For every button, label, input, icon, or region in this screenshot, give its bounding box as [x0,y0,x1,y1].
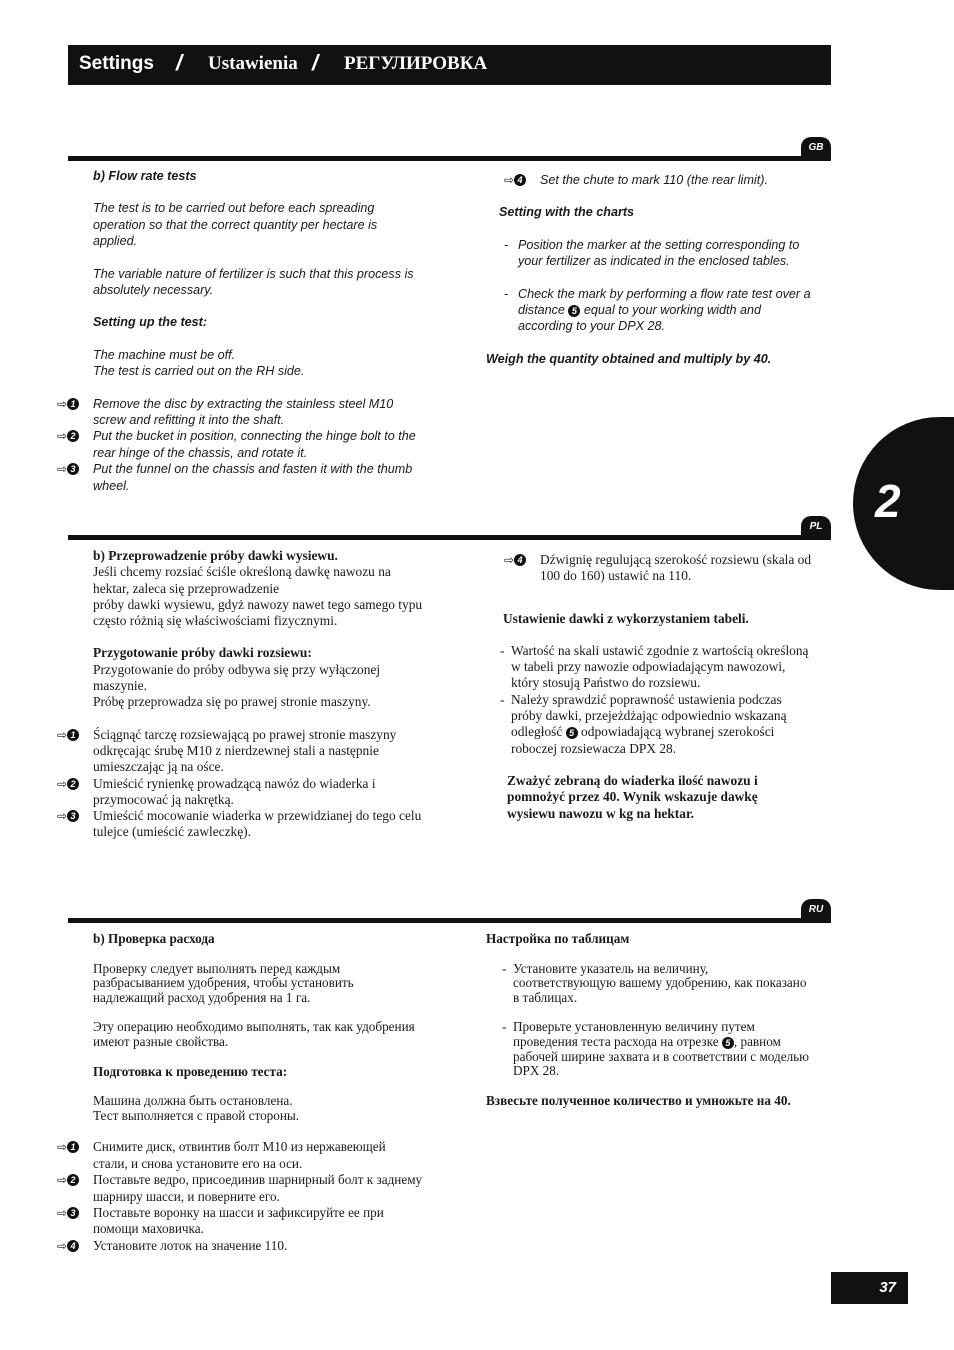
page-number: 37 [831,1272,908,1304]
step-marker [57,428,79,444]
step-number: 1 [67,1141,79,1153]
reference-number: 5 [722,1037,734,1049]
ru-paragraph: Проверку следует выполнять перед каждым разбрасыванием удобрения, чтобы установить надлежащий расход удобрения на 1 га. [93,960,354,1005]
ru-charts-heading: Настройка по таблицам [486,931,630,946]
pl-heading: b) Przeprowadzenie próby dawki wysiewu. [93,548,338,563]
pl-right-column [486,552,814,822]
step-text: Umieścić rynienkę prowadzącą nawóz do wiaderka i przymocować ją nakrętką. [93,775,376,807]
step-marker [504,552,526,568]
ru-heading: b) Проверка расхода [93,931,215,946]
step-text: Поставьте воронку на шасси и зафиксируйте ее при помощи маховичка. [93,1204,384,1237]
dash-text: , равном рабочей ширине захвата и в соответствии с моделью DPX 28. [513,1033,810,1079]
step-marker [57,776,79,792]
step-text: Put the bucket in position, connecting the hinge bolt to the rear hinge of the chassis, and rotate it. [93,429,416,460]
step-marker [57,1172,79,1188]
reference-number: 5 [566,727,578,739]
dash-text: Check the mark by performing a flow rate test over a distance [518,286,811,318]
step-text: Set the chute to mark 110 (the rear limit). [540,173,768,187]
step-marker [57,1139,79,1155]
page-header [68,45,831,85]
step-item [39,1139,423,1172]
step-item [39,1172,423,1205]
dash-item: - Należy sprawdzić poprawność ustawienia podczas próby dawki, przejeżdżając odpowiednio wskazaną odległość 5 odpowiadającą wybranej szerokości roboczej rozsiewacza DPX 28. [500,691,787,756]
chapter-number: 2 [875,475,901,527]
dash-text: Wartość na skali ustawić zgodnie z wartością określoną w tabeli przy nawozie odpowiadającym nawozowi, który stosują Państwo do rozsiewu. [511,642,809,691]
step-number: 4 [514,174,526,186]
pl-left-column [57,548,423,841]
step-number: 3 [67,1207,79,1219]
gb-paragraph: The test is to be carried out before each spreading operation so that the correct quantity per hectare is applied. [93,201,378,249]
step-number: 3 [67,810,79,822]
header-title-pl: Ustawienia [208,53,298,74]
ru-paragraph: Эту операцию необходимо выполнять, так как удобрения имеют разные свойства. [93,1019,415,1049]
pl-paragraph: Przygotowanie do próby odbywa się przy wyłączonej maszynie. [93,661,381,694]
arrow-icon: ⇨ [57,1173,68,1188]
ru-left-column [57,931,423,1254]
step-item [39,808,423,841]
step-item [39,461,423,494]
pl-charts-heading: Ustawienie dawki z wykorzystaniem tabeli. [503,610,749,626]
arrow-icon: ⇨ [57,462,68,477]
arrow-icon: ⇨ [504,553,515,567]
step-text: Снимите диск, отвинтив болт М10 из нержавеющей стали, и снова установите его на оси. [93,1139,386,1171]
arrow-icon: ⇨ [504,173,515,187]
gb-right-column [486,172,811,367]
dash-item: - Wartość na skali ustawić zgodnie z wartością określoną w tabeli przy nawozie odpowiadającym nawozowi, który stosują Państwo do rozsiewu. [500,642,809,691]
step-number: 4 [514,554,526,566]
header-title-en: Settings [79,53,154,74]
dash-text: Проверьте установленную величину путем проведения теста расхода на отрезке [513,1019,755,1049]
step-text: Поставьте ведро, присоединив шарнирный болт к заднему шарниру шасси, и поверните его. [93,1172,423,1204]
ru-setup-heading: Подготовка к проведению теста: [93,1063,288,1079]
dash-item: - Position the marker at the setting corresponding to your fertilizer as indicated in the enclosed tables. [504,237,800,269]
step-text: Umieścić mocowanie wiaderka w przewidzianej do tego celu tulejce (umieścić zawleczkę). [93,808,422,840]
step-marker [57,396,79,412]
dash-text: Position the marker at the setting corresponding to your fertilizer as indicated in the enclosed tables. [518,237,800,269]
step-number: 2 [67,778,79,790]
pl-paragraph: Jeśli chcemy rozsiać ściśle określoną dawkę nawozu na hektar, zaleca się przeprowadzenie [93,564,391,596]
step-item [486,552,814,585]
reference-number: 5 [568,305,580,317]
chapter-tab [853,417,954,590]
pl-setup-heading: Przygotowanie próby dawki rozsiewu: [93,645,312,661]
gb-paragraph: The variable nature of fertilizer is such that this process is absolutely necessary. [93,266,414,298]
gb-left-column [57,168,423,494]
dash-text: Należy sprawdzić poprawność ustawienia podczas próby dawki, przejeżdżając odpowiednio wskazaną odległość [511,691,787,740]
step-item [39,396,423,429]
arrow-icon: ⇨ [57,1238,68,1253]
step-marker [57,808,79,824]
arrow-icon: ⇨ [57,1140,68,1155]
ru-paragraph: Машина должна быть остановлена. [93,1093,293,1109]
section-divider-ru [68,918,831,923]
step-number: 1 [67,729,79,741]
lang-tab-pl: PL [801,516,831,536]
step-item [39,776,423,809]
section-divider-pl [68,535,831,540]
dash-item: - Проверьте установленную величину путем проведения теста расхода на отрезке 5 , равном рабочей ширине захвата и в соответствии с моделью DPX 28. [502,1019,810,1079]
step-marker [57,1238,79,1254]
step-number: 3 [67,463,79,475]
gb-paragraph: The test is carried out on the RH side. [93,364,305,379]
gb-heading: b) Flow rate tests [93,169,197,183]
dash-text: Установите указатель на величину, соответствующую вашему удобрению, как показано в таблицах. [513,960,807,1005]
pl-final-instruction: Zważyć zebraną do wiaderka ilość nawozu i pomnożyć przez 40. Wynik wskazuje dawkę wysiewu nawozu w kg na hektar. [507,772,758,821]
arrow-icon: ⇨ [57,1205,68,1220]
step-marker [57,1205,79,1221]
arrow-icon: ⇨ [57,429,68,444]
gb-paragraph: The machine must be off. [93,347,236,362]
step-number: 1 [67,398,79,410]
step-number: 2 [67,1174,79,1186]
step-item [39,727,423,776]
section-divider-gb [68,156,831,161]
gb-final-instruction: Weigh the quantity obtained and multiply by 40. [486,351,772,366]
step-text: Dźwignię regulującą szerokość rozsiewu (skala od 100 do 160) ustawić na 110. [540,552,812,584]
pl-paragraph: próby dawki wysiewu, gdyż nawozy nawet tego samego typu często różnią się właściwościami fizycznymi. [93,596,423,629]
header-separator: / [312,50,319,75]
step-item [39,1205,423,1238]
step-item [39,1238,423,1254]
step-number: 4 [67,1240,79,1252]
step-text: Remove the disc by extracting the stainless steel M10 screw and refitting it into the shaft. [93,396,394,428]
header-title-ru: РЕГУЛИРОВКА [344,53,488,74]
step-text: Ściągnąć tarczę rozsiewającą po prawej stronie maszyny odkręcając śrubę M10 z nierdzewnej stali a następnie umieszczając ją na ośce. [93,726,397,775]
arrow-icon: ⇨ [57,776,68,791]
step-number: 2 [67,430,79,442]
step-item [486,172,811,188]
arrow-icon: ⇨ [57,809,68,824]
step-marker [57,727,79,743]
step-text: Put the funnel on the chassis and fasten it with the thumb wheel. [93,462,413,493]
step-marker [57,461,79,477]
arrow-icon: ⇨ [57,727,68,742]
dash-item: - Check the mark by performing a flow rate test over a distance 5 equal to your working width and according to your DPX 28. [504,286,811,334]
lang-tab-gb: GB [801,137,831,157]
pl-paragraph: Próbę przeprowadza się po prawej stronie maszyny. [93,694,371,710]
arrow-icon: ⇨ [57,396,68,411]
header-separator: / [176,50,183,75]
dash-text: equal to your working width and according to your DPX 28. [518,303,762,334]
step-item [39,428,423,461]
ru-paragraph: Тест выполняется с правой стороны. [93,1107,300,1123]
ru-right-column [486,932,811,1108]
lang-tab-ru: RU [801,899,831,919]
dash-text: odpowiadającą wybranej szerokości roboczej rozsiewacza DPX 28. [511,724,775,756]
gb-charts-heading: Setting with the charts [499,205,635,220]
dash-item: - Установите указатель на величину, соответствующую вашему удобрению, как показано в таблицах. [502,960,807,1005]
step-marker [504,172,526,188]
ru-final-instruction: Взвесьте полученное количество и умножьте на 40. [486,1092,791,1108]
gb-setup-heading: Setting up the test: [93,315,208,330]
step-text: Установите лоток на значение 110. [93,1237,288,1253]
